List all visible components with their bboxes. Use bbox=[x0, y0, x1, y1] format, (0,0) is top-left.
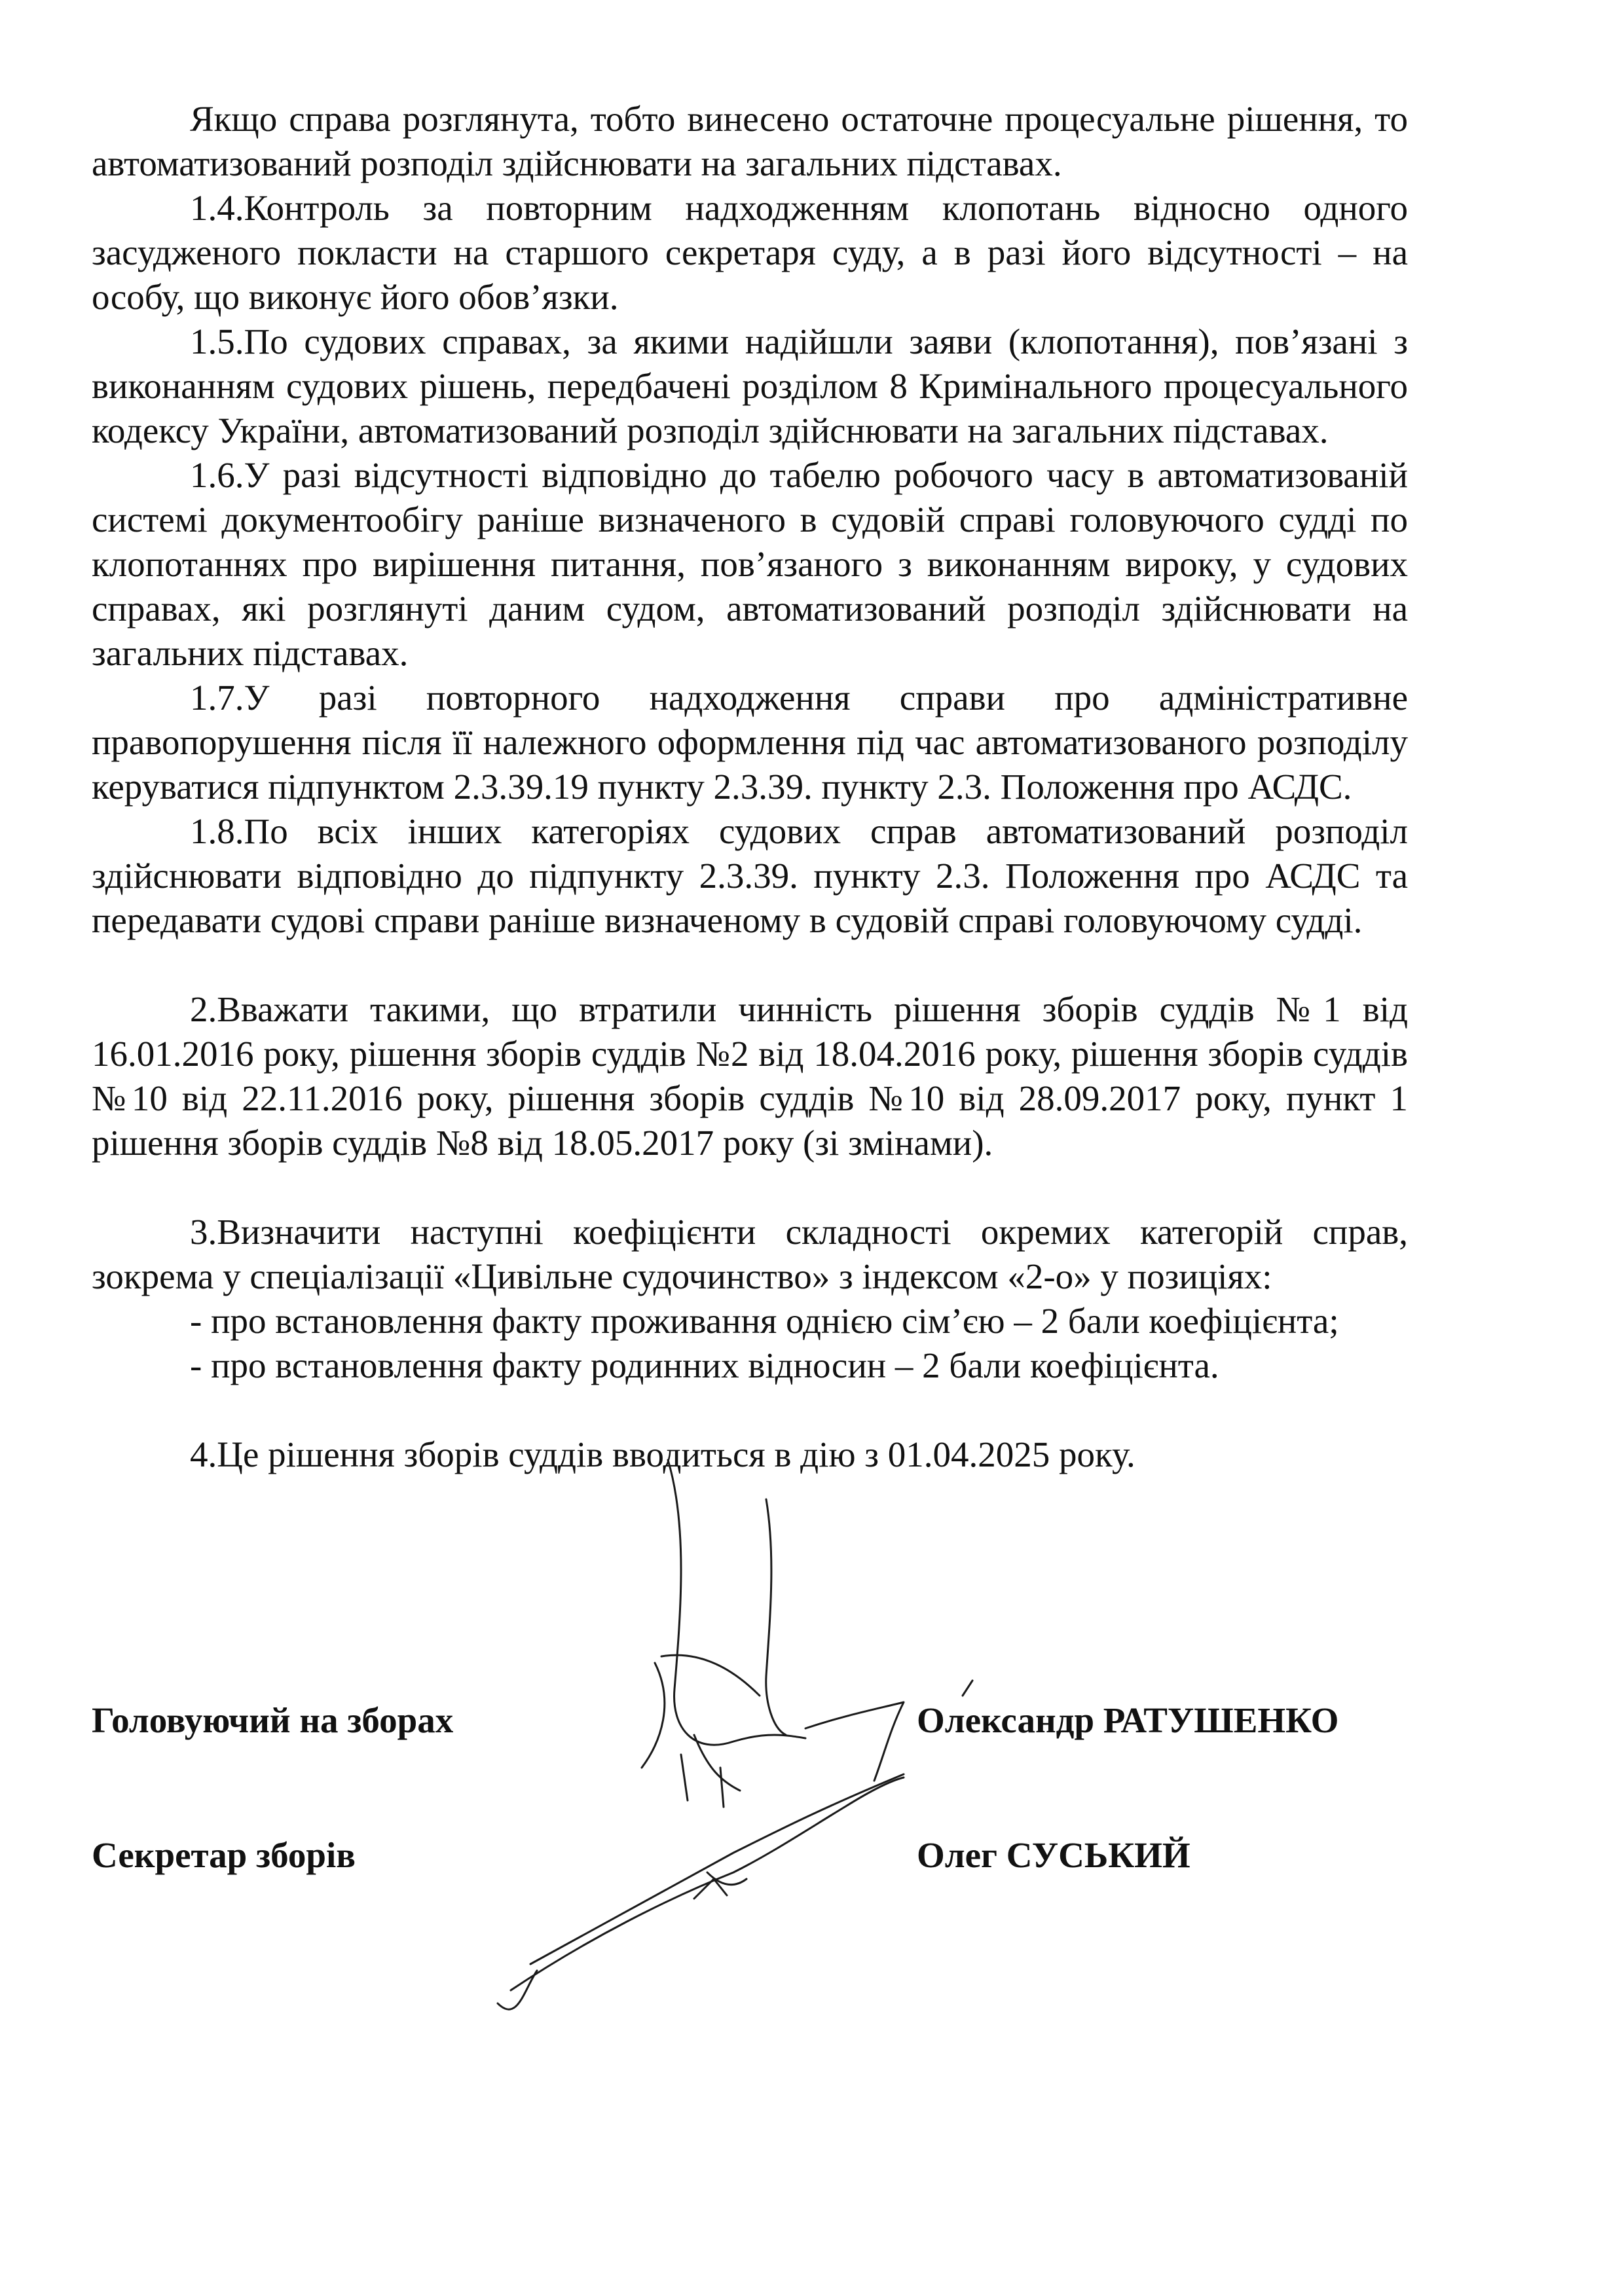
paragraph-case-considered: Якщо справа розглянута, тобто винесено остаточне процесуальне рішення, то автоматизований розподіл здійснювати на загальних підставах. bbox=[92, 99, 1408, 183]
paragraph-1-6: 1.6.У разі відсутності відповідно до табелю робочого часу в автоматизованій системі документообігу раніше визначеного в судовій справі головуючого судді по клопотаннях про вирішення питання, пов’язаного з виконанням вироку, у судових справах, які розглянуті даним судом, автоматизований розподіл здійснювати на загальних підставах. bbox=[92, 455, 1408, 673]
document-body bbox=[92, 97, 1408, 1477]
chair-role-label: Головуючий на зборах bbox=[92, 1700, 454, 1740]
paragraph-1-5: 1.5.По судових справах, за якими надійшли заяви (клопотання), пов’язані з виконанням судових рішень, передбачені розділом 8 Кримінального процесуального кодексу України, автоматизований розподіл здійснювати на загальних підставах. bbox=[92, 321, 1408, 450]
secretary-role-label: Секретар зборів bbox=[92, 1835, 356, 1875]
chair-signature-strokes bbox=[642, 1460, 972, 1807]
paragraph-1-7: 1.7.У разі повторного надходження справи про адміністративне правопорушення після її належного оформлення під час автоматизованого розподілу керуватися підпунктом 2.3.39.19 пункту 2.3.39. пункту 2.3. Положення про АСДС. bbox=[92, 678, 1408, 807]
list-item-family-relations: - про встановлення факту родинних відносин – 2 бали коефіцієнта. bbox=[190, 1345, 1219, 1385]
paragraph-1-4: 1.4.Контроль за повторним надходженням клопотань відносно одного засудженого покласти на старшого секретаря суду, а в разі його відсутності – на особу, що виконує його обов’язки. bbox=[92, 188, 1408, 317]
secretary-signature-strokes bbox=[498, 1774, 904, 2009]
paragraph-1-8: 1.8.По всіх інших категоріях судових справ автоматизований розподіл здійснювати відповідно до підпункту 2.3.39. пункту 2.3. Положення про АСДС та передавати судові справи раніше визначеному в судовій справі головуючому судді. bbox=[92, 811, 1408, 940]
paragraph-3: 3.Визначити наступні коефіцієнти складності окремих категорій справ, зокрема у спеціалізації «Цивільне судочинство» з індексом «2-о» у позиціях: bbox=[92, 1212, 1408, 1296]
secretary-name: Олег СУСЬКИЙ bbox=[917, 1835, 1190, 1875]
list-item-cohabitation: - про встановлення факту проживання однією сім’єю – 2 бали коефіцієнта; bbox=[190, 1301, 1339, 1341]
chair-name: Олександр РАТУШЕНКО bbox=[917, 1700, 1339, 1740]
paragraph-4: 4.Це рішення зборів суддів вводиться в дію з 01.04.2025 року. bbox=[190, 1434, 1135, 1474]
paragraph-2: 2.Вважати такими, що втратили чинність рішення зборів суддів №1 від 16.01.2016 року, рішення зборів суддів №2 від 18.04.2016 року, рішення зборів суддів №10 від 22.11.2016 року, рішення зборів суддів №10 від 28.09.2017 року, пункт 1 рішення зборів суддів №8 від 18.05.2017 року (зі змінами). bbox=[92, 989, 1408, 1163]
